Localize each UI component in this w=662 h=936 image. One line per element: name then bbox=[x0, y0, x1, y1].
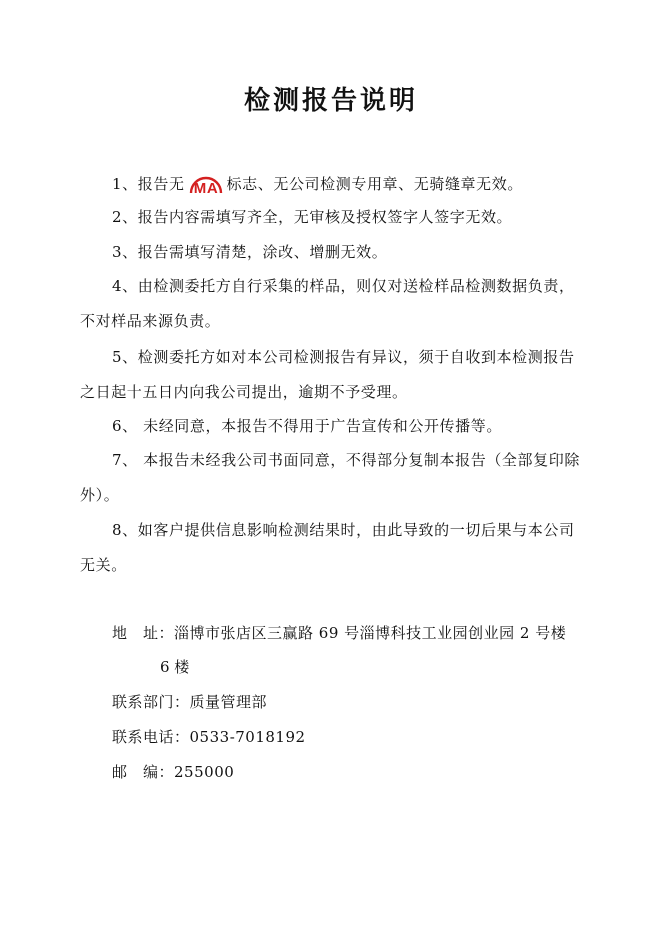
postcode-value: 255000 bbox=[174, 763, 235, 781]
note-item-7: 7、 本报告未经我公司书面同意，不得部分复制本报告（全部复印除外）。 bbox=[80, 451, 580, 504]
note-item-6: 6、 未经同意，本报告不得用于广告宣传和公开传播等。 bbox=[112, 417, 502, 435]
address-line bbox=[112, 616, 566, 651]
cma-logo-icon bbox=[185, 168, 227, 198]
page-title: 检测报告说明 bbox=[243, 86, 418, 116]
note-item-8: 8、如客户提供信息影响检测结果时，由此导致的一切后果与本公司无关。 bbox=[80, 521, 575, 574]
dept-line bbox=[112, 685, 267, 720]
postcode-label: 邮 编： bbox=[112, 763, 175, 781]
note-item-1 bbox=[80, 167, 585, 202]
cma-logo-text: MA bbox=[193, 180, 218, 197]
note-item-2: 2、报告内容需填写齐全，无审核及授权签字人签字无效。 bbox=[112, 208, 513, 226]
note-item-1-prefix: 1、报告无 bbox=[112, 175, 185, 193]
dept-value: 质量管理部 bbox=[189, 693, 268, 711]
phone-line bbox=[112, 720, 306, 755]
address-value: 淄博市张店区三赢路 69 号淄博科技工业园创业园 2 号楼 bbox=[174, 624, 567, 642]
phone-label: 联系电话： bbox=[112, 728, 190, 746]
note-item-1-suffix: 标志、无公司检测专用章、无骑缝章无效。 bbox=[226, 175, 523, 193]
note-item-3: 3、报告需填写清楚，涂改、增删无效。 bbox=[112, 243, 388, 261]
address-continuation: 6 楼 bbox=[160, 658, 190, 676]
note-item-4: 4、由检测委托方自行采集的样品，则仅对送检样品检测数据负责，不对样品来源负责。 bbox=[80, 277, 575, 330]
dept-label: 联系部门： bbox=[112, 693, 190, 711]
phone-value: 0533-7018192 bbox=[189, 728, 306, 746]
address-label: 地 址： bbox=[112, 624, 175, 642]
note-item-5: 5、检测委托方如对本公司检测报告有异议，须于自收到本检测报告之日起十五日内向我公司提出，逾期不予受理。 bbox=[80, 348, 575, 401]
postcode-line bbox=[112, 755, 234, 790]
